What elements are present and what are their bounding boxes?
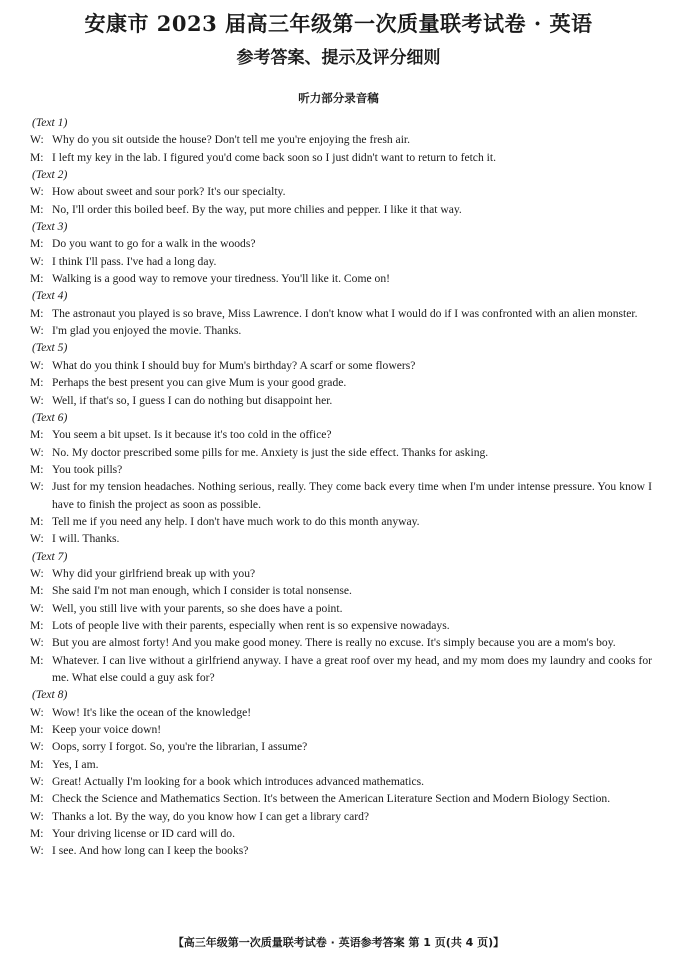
dialogue-line (30, 253, 652, 270)
speaker-label: M: (30, 202, 44, 216)
utterance-text: I left my key in the lab. I figured you'd come back soon so I just didn't want to return to fetch it. (52, 150, 496, 164)
dialogue-line (30, 235, 652, 252)
text-label: (Text 5) (32, 341, 68, 355)
dialogue-line (30, 131, 652, 148)
utterance-text: The astronaut you played is so brave, Miss Lawrence. I don't know what I would do if I was confronted with an alien monster. (52, 306, 638, 320)
document-subtitle: 参考答案、提示及评分细则 (236, 48, 441, 68)
dialogue-line (30, 322, 652, 339)
dialogue-line (30, 634, 652, 651)
dialogue-line (30, 513, 652, 530)
utterance-text: Oops, sorry I forgot. So, you're the librarian, I assume? (52, 740, 308, 754)
utterance-text: You seem a bit upset. Is it because it's too cold in the office? (52, 428, 332, 442)
dialogue-line (30, 842, 652, 859)
dialogue-line (30, 582, 652, 599)
utterance-text: Tell me if you need any help. I don't have much work to do this month anyway. (52, 514, 420, 528)
speaker-label: W: (30, 358, 44, 372)
speaker-label: M: (30, 653, 44, 667)
speaker-label: M: (30, 237, 44, 251)
text-label: (Text 7) (32, 549, 68, 563)
speaker-label: M: (30, 306, 44, 320)
dialogue-line (30, 530, 652, 547)
utterance-text: Well, if that's so, I guess I can do nothing but disappoint her. (52, 393, 333, 407)
utterance-text: Great! Actually I'm looking for a book which introduces advanced mathematics. (52, 775, 425, 789)
utterance-text: Why do you sit outside the house? Don't tell me you're enjoying the fresh air. (52, 133, 411, 147)
utterance-text: No, I'll order this boiled beef. By the way, put more chilies and pepper. I like it that way. (52, 202, 462, 216)
dialogue-line (30, 652, 652, 687)
utterance-text: I think I'll pass. I've had a long day. (52, 254, 217, 268)
document-title: 安康市 2023 届高三年级第一次质量联考试卷 · 英语 (84, 11, 593, 36)
utterance-text: Keep your voice down! (52, 723, 162, 737)
utterance-text: Just for my tension headaches. Nothing serious, really. They come back every time when I'm under intense pressure. You know I have to finish the project as soon as possible. (52, 480, 652, 511)
text-label: (Text 6) (32, 410, 68, 424)
speaker-label: W: (30, 185, 44, 199)
utterance-text: Thanks a lot. By the way, do you know how I can get a library card? (52, 809, 370, 823)
text-label: (Text 2) (32, 168, 68, 182)
speaker-label: W: (30, 480, 44, 494)
dialogue-line (30, 756, 652, 773)
speaker-label: W: (30, 705, 44, 719)
speaker-label: W: (30, 740, 44, 754)
speaker-label: M: (30, 757, 44, 771)
utterance-text: Check the Science and Mathematics Section. It's between the American Literature Section and Modern Biology Section. (52, 792, 611, 806)
text-label: (Text 1) (32, 116, 68, 129)
page-footer: 【高三年级第一次质量联考试卷 · 英语参考答案 第 1 页(共 4 页)】 (172, 936, 505, 949)
speaker-label: M: (30, 272, 44, 286)
utterance-text: How about sweet and sour pork? It's our specialty. (52, 185, 286, 199)
speaker-label: M: (30, 514, 44, 528)
speaker-label: W: (30, 566, 44, 580)
speaker-label: W: (30, 844, 44, 858)
speaker-label: W: (30, 532, 44, 546)
dialogue-line (30, 773, 652, 790)
text-label: (Text 4) (32, 289, 68, 303)
dialogue-line (30, 183, 652, 200)
speaker-label: W: (30, 601, 44, 615)
dialogue-line (30, 374, 652, 391)
dialogue-line (30, 305, 652, 322)
dialogue-line (30, 392, 652, 409)
speaker-label: W: (30, 393, 44, 407)
speaker-label: M: (30, 376, 44, 390)
utterance-text: Perhaps the best present you can give Mum is your good grade. (52, 376, 347, 390)
dialogue-line (30, 426, 652, 443)
dialogue-line (30, 790, 652, 807)
utterance-text: Whatever. I can live without a girlfriend anyway. I have a great roof over my head, and my mom does my laundry and cooks for me. What else could a guy ask for? (52, 653, 652, 684)
speaker-label: M: (30, 584, 44, 598)
utterance-text: I will. Thanks. (52, 532, 120, 546)
dialogue-line (30, 617, 652, 634)
speaker-label: W: (30, 254, 44, 268)
utterance-text: You took pills? (52, 462, 123, 476)
utterance-text: What do you think I should buy for Mum's birthday? A scarf or some flowers? (52, 358, 416, 372)
speaker-label: M: (30, 792, 44, 806)
dialogue-line (30, 149, 652, 166)
text-label: (Text 3) (32, 220, 68, 234)
dialogue-line (30, 704, 652, 721)
speaker-label: W: (30, 324, 44, 338)
speaker-label: W: (30, 445, 44, 459)
speaker-label: W: (30, 133, 44, 147)
speaker-label: M: (30, 723, 44, 737)
utterance-text: Wow! It's like the ocean of the knowledge! (52, 705, 252, 719)
speaker-label: M: (30, 827, 44, 841)
speaker-label: W: (30, 636, 44, 650)
dialogue-line (30, 357, 652, 374)
text-label: (Text 8) (32, 688, 68, 702)
dialogue-line (30, 808, 652, 825)
speaker-label: W: (30, 775, 44, 789)
utterance-text: Do you want to go for a walk in the woods? (52, 237, 256, 251)
utterance-text: Walking is a good way to remove your tiredness. You'll like it. Come on! (52, 272, 390, 286)
dialogue-line (30, 478, 652, 513)
listening-transcript (30, 114, 652, 860)
speaker-label: M: (30, 428, 44, 442)
dialogue-line (30, 721, 652, 738)
dialogue-line (30, 565, 652, 582)
dialogue-line (30, 201, 652, 218)
utterance-text: Yes, I am. (52, 757, 99, 771)
dialogue-line (30, 461, 652, 478)
utterance-text: I'm glad you enjoyed the movie. Thanks. (52, 324, 242, 338)
utterance-text: But you are almost forty! And you make good money. There is really no excuse. It's simply because you are a mom's boy. (52, 636, 616, 650)
utterance-text: She said I'm not man enough, which I consider is total nonsense. (52, 584, 352, 598)
speaker-label: M: (30, 150, 44, 164)
dialogue-line (30, 738, 652, 755)
utterance-text: Why did your girlfriend break up with you? (52, 566, 256, 580)
utterance-text: No. My doctor prescribed some pills for me. Anxiety is just the side effect. Thanks for asking. (52, 445, 489, 459)
section-heading: 听力部分录音稿 (298, 91, 379, 105)
dialogue-line (30, 270, 652, 287)
speaker-label: M: (30, 618, 44, 632)
dialogue-line (30, 600, 652, 617)
utterance-text: Lots of people live with their parents, especially when rent is so expensive nowadays. (52, 618, 450, 632)
dialogue-line (30, 825, 652, 842)
utterance-text: Your driving license or ID card will do. (52, 827, 236, 841)
speaker-label: M: (30, 462, 44, 476)
utterance-text: I see. And how long can I keep the books? (52, 844, 249, 858)
dialogue-line (30, 444, 652, 461)
utterance-text: Well, you still live with your parents, so she does have a point. (52, 601, 343, 615)
speaker-label: W: (30, 809, 44, 823)
